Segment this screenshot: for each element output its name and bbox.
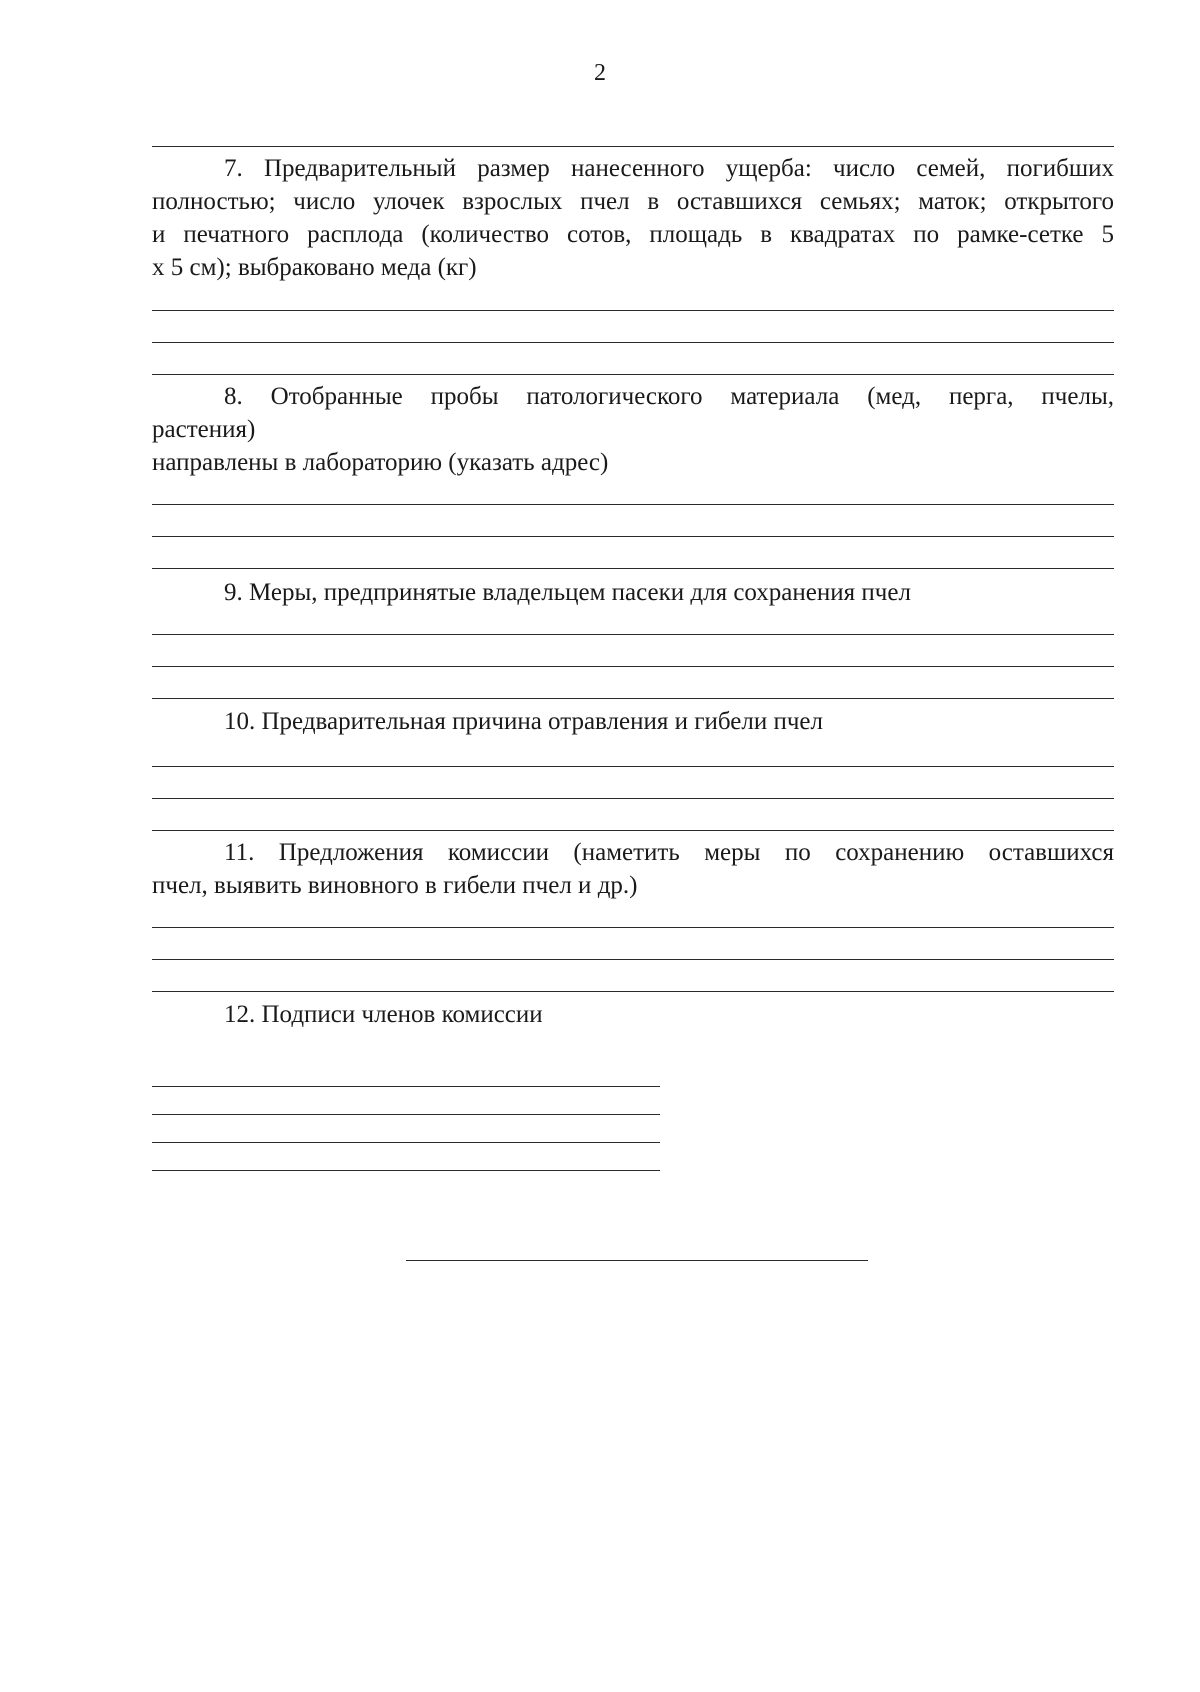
section-11-text: [152, 836, 1114, 902]
blank-line-top[interactable]: [152, 146, 1114, 147]
section-10-blank-line-3[interactable]: [152, 830, 1114, 831]
section-11-blank-line-2[interactable]: [152, 959, 1114, 960]
section-9-text: [152, 576, 1114, 609]
section-9-line-1: 9. Меры, предпринятые владельцем пасеки для сохранения пчел: [224, 579, 911, 606]
section-7-line-2: полностью; число улочек взрослых пчел в оставшихся семьях; маток; открытого: [152, 188, 1114, 215]
section-7-line-4: х 5 см); выбраковано меда (кг): [152, 254, 477, 281]
signature-line-3[interactable]: [152, 1142, 660, 1143]
section-11-blank-line-3[interactable]: [152, 991, 1114, 992]
section-9-blank-line-1[interactable]: [152, 634, 1114, 635]
section-7-blank-line-3[interactable]: [152, 374, 1114, 375]
section-7-blank-line-2[interactable]: [152, 342, 1114, 343]
section-8-text: [152, 380, 1114, 479]
section-12-line-1: 12. Подписи членов комиссии: [224, 1001, 543, 1028]
section-7-line-1: 7. Предварительный размер нанесенного ущерба: число семей, погибших: [224, 155, 1114, 182]
section-11-line-2: пчел, выявить виновного в гибели пчел и др.): [152, 872, 638, 899]
section-8-blank-line-3[interactable]: [152, 568, 1114, 569]
section-10-blank-line-2[interactable]: [152, 798, 1114, 799]
section-8-blank-line-1[interactable]: [152, 504, 1114, 505]
section-7-line-3: и печатного расплода (количество сотов, площадь в квадратах по рамке-сетке 5: [152, 221, 1114, 248]
section-8-blank-line-2[interactable]: [152, 536, 1114, 537]
signature-line-1[interactable]: [152, 1086, 660, 1087]
document-end-rule: [406, 1260, 868, 1261]
section-8-line-1: 8. Отобранные пробы патологического материала (мед, перга, пчелы,: [224, 383, 1114, 410]
section-11-blank-line-1[interactable]: [152, 927, 1114, 928]
section-7-blank-line-1[interactable]: [152, 310, 1114, 311]
section-10-blank-line-1[interactable]: [152, 766, 1114, 767]
section-10-line-1: 10. Предварительная причина отравления и гибели пчел: [224, 708, 823, 735]
section-7-text: [152, 152, 1114, 284]
section-12-text: [152, 998, 1114, 1031]
page-number: 2: [594, 60, 606, 86]
section-8-line-2: растения): [152, 416, 256, 443]
section-10-text: [152, 705, 1114, 738]
signature-line-2[interactable]: [152, 1114, 660, 1115]
section-8-line-3: направлены в лабораторию (указать адрес): [152, 449, 609, 476]
section-11-line-1: 11. Предложения комиссии (наметить меры по сохранению оставшихся: [224, 839, 1114, 866]
section-9-blank-line-2[interactable]: [152, 666, 1114, 667]
signature-line-4[interactable]: [152, 1170, 660, 1171]
section-9-blank-line-3[interactable]: [152, 698, 1114, 699]
